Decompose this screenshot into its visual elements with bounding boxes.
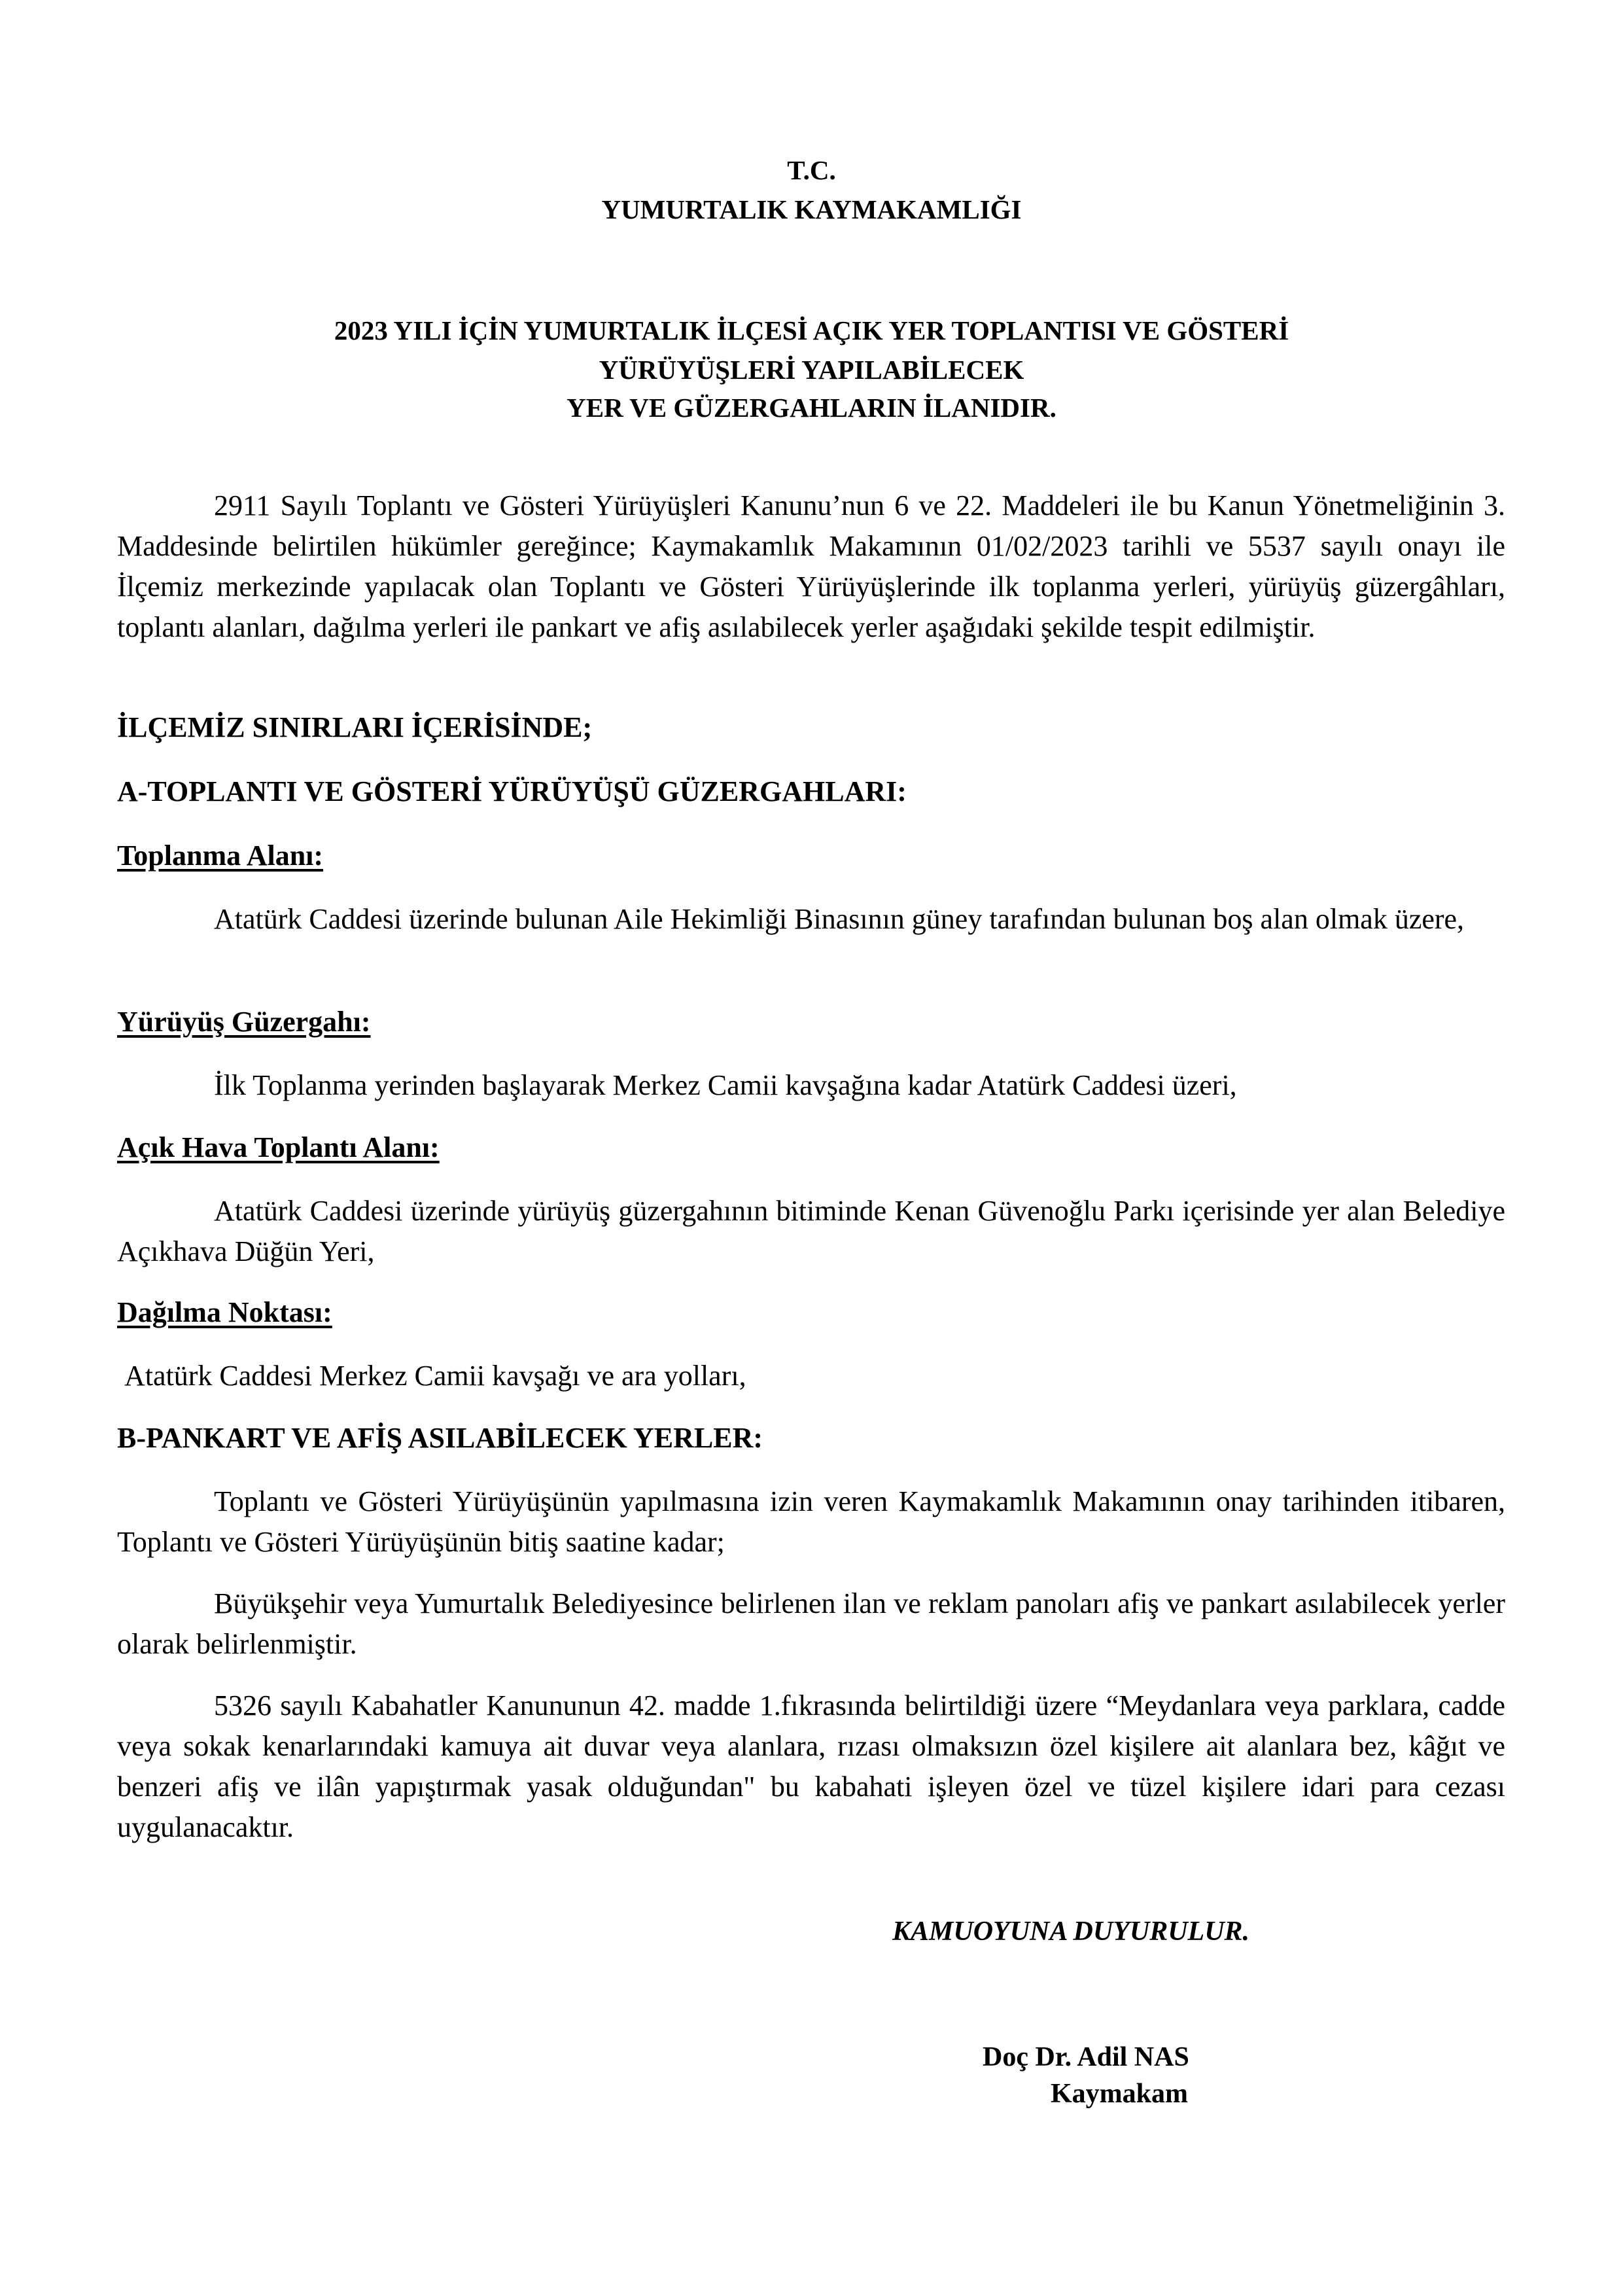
open-air-area-text: Atatürk Caddesi üzerinde yürüyüş güzergahının bitiminde Kenan Güvenoğlu Parkı içerisinde yer alan Belediye Açıkhava Düğün Yeri,: [117, 1195, 1505, 1267]
district-heading: İLÇEMİZ SINIRLARI İÇERİSİNDE;: [117, 711, 593, 743]
open-air-area-label: Açık Hava Toplantı Alanı:: [117, 1131, 440, 1163]
gathering-area-label: Toplanma Alanı:: [117, 839, 324, 872]
section-b-paragraph-2: Büyükşehir veya Yumurtalık Belediyesince belirlenen ilan ve reklam panoları afiş ve pankart asılabilecek yerler olarak belirlenmiştir.: [117, 1587, 1505, 1660]
route-text: İlk Toplanma yerinden başlayarak Merkez Camii kavşağına kadar Atatürk Caddesi üzeri,: [214, 1069, 1237, 1101]
section-b-heading: B-PANKART VE AFİŞ ASILABİLECEK YERLER:: [117, 1422, 763, 1454]
title-line-3: YER VE GÜZERGAHLARIN İLANIDIR.: [567, 393, 1056, 423]
section-a-heading: A-TOPLANTI VE GÖSTERİ YÜRÜYÜŞÜ GÜZERGAHLARI:: [117, 775, 907, 807]
header-institution: YUMURTALIK KAYMAKAMLIĞI: [601, 194, 1022, 224]
intro-paragraph: 2911 Sayılı Toplantı ve Gösteri Yürüyüşleri Kanunu’nun 6 ve 22. Maddeleri ile bu Kanun Yönetmeliğinin 3. Maddesinde belirtilen hükümler gereğince; Kaymakamlık Makamının 01/02/2023 tarihli ve 5537 sayılı onayı ile İlçemiz merkezinde yapılacak olan Toplantı ve Gösteri Yürüyüşlerinde ilk toplanma yerleri, yürüyüş güzergâhları, toplantı alanları, dağılma yerleri ile pankart ve afiş asılabilecek yerler aşağıdaki şekilde tespit edilmiştir.: [117, 489, 1505, 643]
section-b-paragraph-1: Toplantı ve Gösteri Yürüyüşünün yapılmasına izin veren Kaymakamlık Makamının onay tarihinden itibaren, Toplantı ve Gösteri Yürüyüşünün bitiş saatine kadar;: [117, 1485, 1505, 1558]
signatory-position: Kaymakam: [1051, 2079, 1188, 2109]
title-line-1: 2023 YILI İÇİN YUMURTALIK İLÇESİ AÇIK YER TOPLANTISI VE GÖSTERİ: [334, 315, 1289, 345]
dispersal-point-label: Dağılma Noktası:: [117, 1296, 332, 1328]
gathering-area-text: Atatürk Caddesi üzerinde bulunan Aile Hekimliği Binasının güney tarafından bulunan boş alan olmak üzere,: [214, 903, 1465, 935]
announcement-text: KAMUOYUNA DUYURULUR.: [892, 1916, 1250, 1947]
header-tc: T.C.: [787, 155, 836, 185]
section-b-paragraph-3: 5326 sayılı Kabahatler Kanununun 42. madde 1.fıkrasında belirtildiği üzere “Meydanlara veya parklara, cadde veya sokak kenarlarındaki kamuya ait duvar veya alanlara, rızası olmaksızın özel kişilere ait alanlara bez, kâğıt ve benzeri afiş ve ilân yapıştırmak yasak olduğundan" bu kabahati işleyen özel ve tüzel kişilere idari para cezası uygulanacaktır.: [117, 1689, 1505, 1843]
title-line-2: YÜRÜYÜŞLERİ YAPILABİLECEK: [599, 355, 1024, 385]
dispersal-point-text: Atatürk Caddesi Merkez Camii kavşağı ve ara yolları,: [124, 1360, 746, 1392]
signatory-name: Doç Dr. Adil NAS: [983, 2042, 1189, 2072]
route-label: Yürüyüş Güzergahı:: [117, 1006, 371, 1038]
